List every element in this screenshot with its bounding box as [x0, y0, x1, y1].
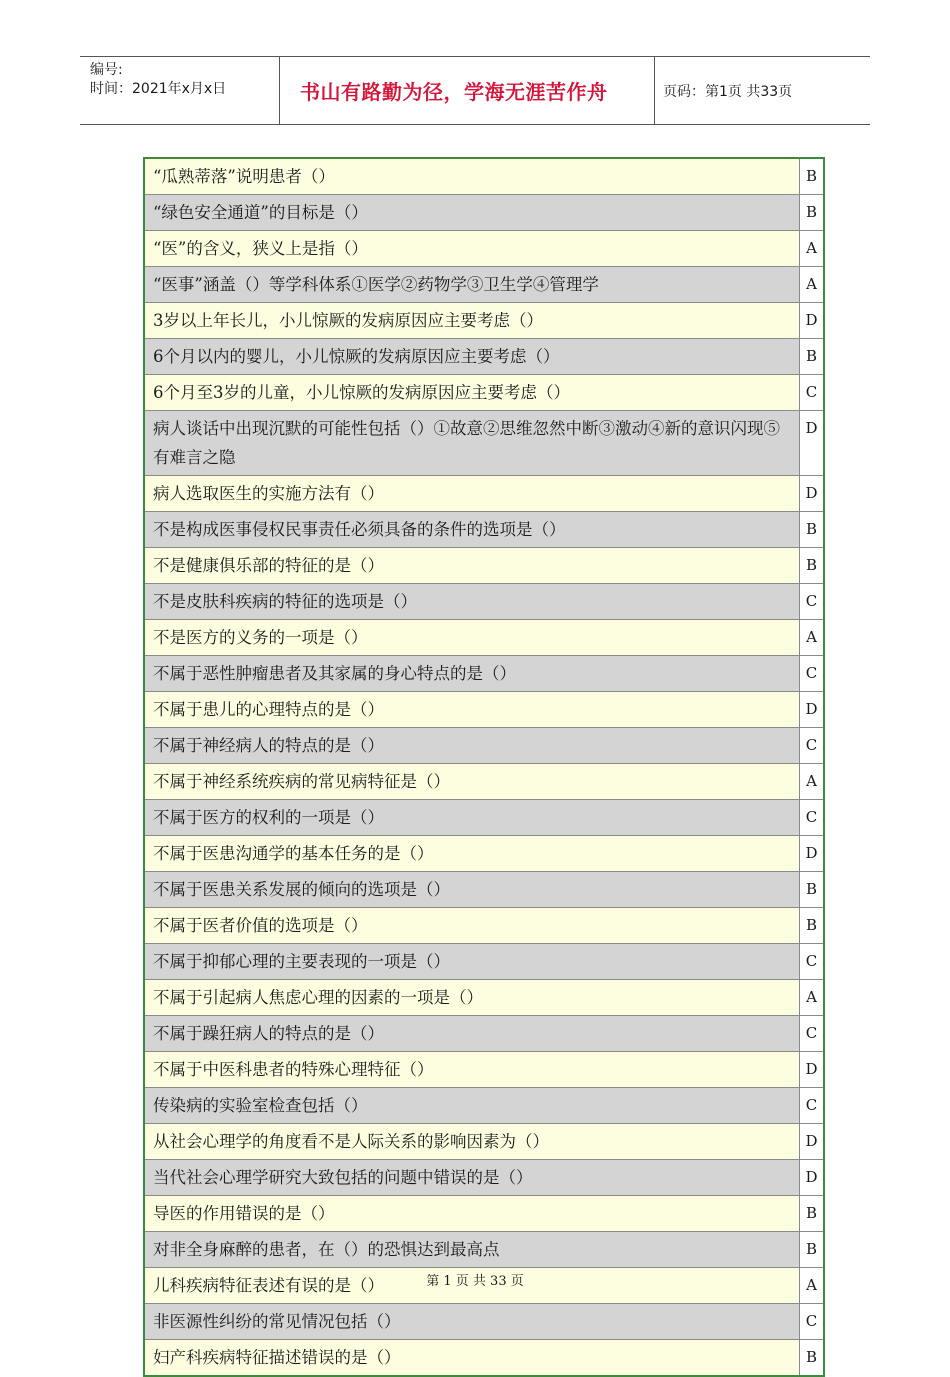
answer-letter: A: [800, 980, 823, 1015]
answer-letter: C: [800, 656, 823, 691]
table-row: [145, 1340, 823, 1375]
answer-letter: B: [800, 512, 823, 547]
answer-letter: C: [800, 375, 823, 410]
answer-letter: A: [800, 620, 823, 655]
answer-letter: B: [800, 1196, 823, 1231]
question-text: 不是构成医事侵权民事责任必须具备的条件的选项是（）: [145, 512, 800, 547]
answer-letter: A: [800, 267, 823, 302]
document-time: 时间：2021年x月x日: [90, 81, 227, 97]
table-row: [145, 944, 823, 980]
table-row: [145, 872, 823, 908]
table-row: [145, 1232, 823, 1268]
question-text: 不属于中医科患者的特殊心理特征（）: [145, 1052, 800, 1087]
question-text: 6个月至3岁的儿童，小儿惊厥的发病原因应主要考虑（）: [145, 375, 800, 410]
question-text: “医事”涵盖（）等学科体系①医学②药物学③卫生学④管理学: [145, 267, 800, 302]
answer-letter: B: [800, 908, 823, 943]
question-text: 不属于抑郁心理的主要表现的一项是（）: [145, 944, 800, 979]
table-row: [145, 836, 823, 872]
question-text: 对非全身麻醉的患者，在（）的恐惧达到最高点: [145, 1232, 800, 1267]
answer-letter: C: [800, 584, 823, 619]
question-text: “医”的含义，狭义上是指（）: [145, 231, 800, 266]
question-text: 不属于医患沟通学的基本任务的是（）: [145, 836, 800, 871]
answer-letter: D: [800, 1052, 823, 1087]
page-header: [80, 56, 870, 125]
answer-letter: C: [800, 944, 823, 979]
answer-letter: B: [800, 339, 823, 374]
answer-letter: A: [800, 231, 823, 266]
answer-letter: D: [800, 303, 823, 338]
table-row: [145, 159, 823, 195]
table-row: [145, 692, 823, 728]
page-footer: 第 1 页 共 33 页: [426, 1274, 524, 1289]
question-text: 导医的作用错误的是（）: [145, 1196, 800, 1231]
answer-letter: C: [800, 1088, 823, 1123]
table-row: [145, 411, 823, 476]
header-page-info: 页码：第1页 共33页: [663, 83, 793, 100]
table-row: [145, 1304, 823, 1340]
table-row: [145, 1052, 823, 1088]
table-row: [145, 1016, 823, 1052]
table-row: [145, 656, 823, 692]
table-row: [145, 800, 823, 836]
question-text: 不属于神经系统疾病的常见病特征是（）: [145, 764, 800, 799]
answer-letter: D: [800, 836, 823, 871]
answer-letter: C: [800, 728, 823, 763]
table-row: [145, 231, 823, 267]
question-text: 不属于躁狂病人的特点的是（）: [145, 1016, 800, 1051]
answer-letter: B: [800, 195, 823, 230]
question-text: 传染病的实验室检查包括（）: [145, 1088, 800, 1123]
table-row: [145, 339, 823, 375]
table-row: [145, 728, 823, 764]
question-text: 不属于恶性肿瘤患者及其家属的身心特点的是（）: [145, 656, 800, 691]
question-text: 6个月以内的婴儿，小儿惊厥的发病原因应主要考虑（）: [145, 339, 800, 374]
answer-letter: B: [800, 1232, 823, 1267]
table-row: [145, 764, 823, 800]
question-text: “瓜熟蒂落”说明患者（）: [145, 159, 800, 194]
table-row: [145, 1196, 823, 1232]
table-row: [145, 512, 823, 548]
answer-letter: B: [800, 1340, 823, 1375]
question-text: 不属于医方的权利的一项是（）: [145, 800, 800, 835]
question-text: 妇产科疾病特征描述错误的是（）: [145, 1340, 800, 1375]
answer-letter: B: [800, 159, 823, 194]
table-row: [145, 1124, 823, 1160]
question-answer-table: [143, 157, 825, 1377]
question-text: 不属于医患关系发展的倾向的选项是（）: [145, 872, 800, 907]
table-row: [145, 584, 823, 620]
table-row: [145, 375, 823, 411]
question-text: 当代社会心理学研究大致包括的问题中错误的是（）: [145, 1160, 800, 1195]
header-motto: 书山有路勤为径，学海无涯苦作舟: [280, 57, 655, 124]
question-text: 3岁以上年长儿，小儿惊厥的发病原因应主要考虑（）: [145, 303, 800, 338]
table-row: [145, 620, 823, 656]
table-row: [145, 195, 823, 231]
table-row: [145, 267, 823, 303]
question-text: 从社会心理学的角度看不是人际关系的影响因素为（）: [145, 1124, 800, 1159]
table-row: [145, 980, 823, 1016]
answer-letter: B: [800, 548, 823, 583]
table-row: [145, 908, 823, 944]
answer-letter: C: [800, 800, 823, 835]
question-text: 不是皮肤科疾病的特征的选项是（）: [145, 584, 800, 619]
question-text: 病人谈话中出现沉默的可能性包括（）①故意②思维忽然中断③激动④新的意识闪现⑤有难言之隐: [145, 411, 800, 475]
document-number-label: 编号:: [90, 62, 123, 78]
question-text: 不是医方的义务的一项是（）: [145, 620, 800, 655]
answer-letter: A: [800, 1268, 823, 1303]
answer-letter: B: [800, 872, 823, 907]
question-text: 不属于医者价值的选项是（）: [145, 908, 800, 943]
answer-letter: D: [800, 1124, 823, 1159]
question-text: “绿色安全通道”的目标是（）: [145, 195, 800, 230]
answer-letter: D: [800, 692, 823, 727]
question-text: 儿科疾病特征表述有误的是（）: [145, 1268, 800, 1303]
question-text: 不属于引起病人焦虑心理的因素的一项是（）: [145, 980, 800, 1015]
answer-letter: A: [800, 764, 823, 799]
answer-letter: C: [800, 1016, 823, 1051]
answer-letter: D: [800, 411, 823, 475]
table-row: [145, 303, 823, 339]
question-text: 不属于神经病人的特点的是（）: [145, 728, 800, 763]
table-row: [145, 1088, 823, 1124]
table-row: [145, 1160, 823, 1196]
question-text: 不属于患儿的心理特点的是（）: [145, 692, 800, 727]
answer-letter: D: [800, 476, 823, 511]
table-row: [145, 476, 823, 512]
question-text: 不是健康俱乐部的特征的是（）: [145, 548, 800, 583]
answer-letter: D: [800, 1160, 823, 1195]
header-meta: [80, 57, 280, 124]
question-text: 病人选取医生的实施方法有（）: [145, 476, 800, 511]
question-text: 非医源性纠纷的常见情况包括（）: [145, 1304, 800, 1339]
answer-letter: C: [800, 1304, 823, 1339]
table-row: [145, 548, 823, 584]
